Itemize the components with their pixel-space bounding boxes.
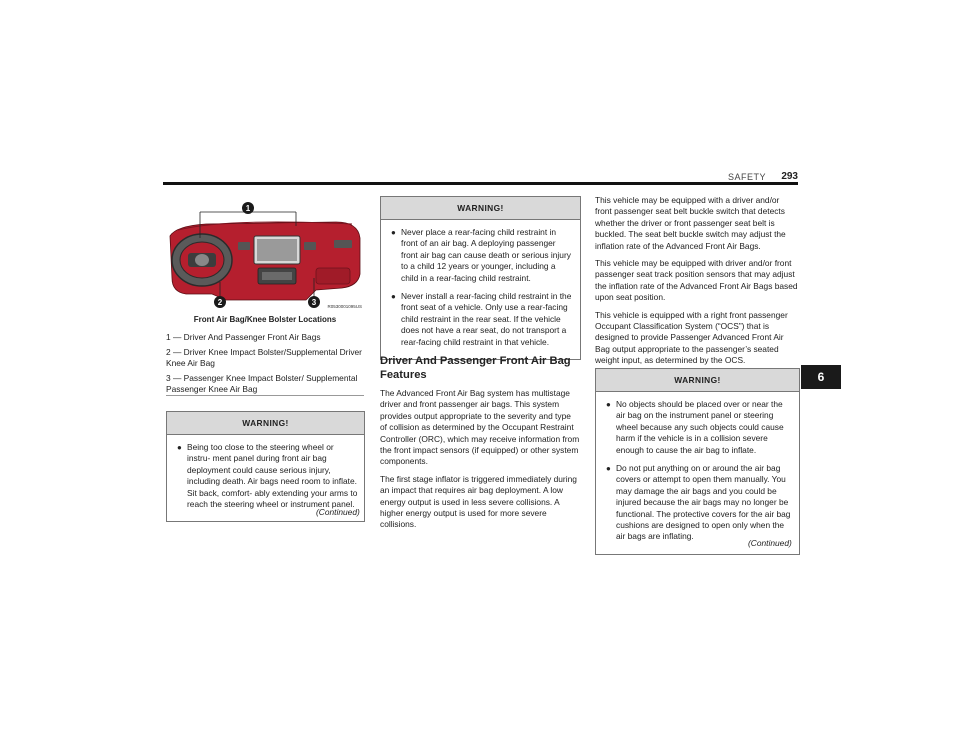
legend-divider [166, 395, 364, 396]
right-column-body [595, 195, 798, 373]
chapter-tab: 6 [801, 365, 841, 389]
body-paragraph: This vehicle is equipped with a right front passenger Occupant Classification System (“OCS”) that is designed to provide Passenger Advanced Front Air Bag output appropriate to the passenger’s seated weight input, as determined by the OCS. [595, 309, 788, 366]
body-paragraph: The first stage inflator is triggered immediately during an impact that requires air bag deployment. A low energy output is used in less severe collisions. A higher energy output is used for more severe collisions. [380, 473, 577, 530]
bullet-icon: ● [606, 400, 611, 409]
bullet-icon: ● [606, 464, 611, 474]
continued-left: (Continued) [316, 507, 360, 517]
warning-item [391, 291, 574, 348]
section-heading: Driver And Passenger Front Air Bag Features [380, 355, 571, 381]
running-header-section: SAFETY [727, 172, 766, 182]
warning-item [606, 463, 793, 543]
warning-title: WARNING! [381, 197, 580, 220]
header-rule [163, 182, 798, 185]
warning-text: Never install a rear-facing child restraint in the front seat of a vehicle. Only use a rear-facing child restraint in the rear seat. If the vehicle does not have a rear seat, do not transport a rear-facing child restraint in that vehicle. [401, 291, 572, 347]
warning-text: Being too close to the steering wheel or instru- ment panel during front air bag deployment could cause serious injury, including death. Air bags need room to inflate. Sit back, comfort- ably extending your arms to reach the steering wheel or instrument panel. [187, 442, 358, 510]
page-number: 293 [781, 171, 798, 182]
callout-1: 1 [245, 204, 251, 213]
warning-text: Never place a rear-facing child restraint in front of an air bag. A deploying passenger front air bag can cause death or serious injury to a child 12 years or younger, including a child in a rear-facing child restraint. [401, 227, 571, 283]
warning-title: WARNING! [167, 412, 364, 435]
warning-box-left [166, 411, 365, 522]
warning-item [177, 442, 358, 510]
body-paragraph: This vehicle may be equipped with a driver and/or front passenger seat belt buckle switch that detects whether the driver or front passenger seat belt is buckled. The seat belt buckle switch may adjust the inflation rate of the Advanced Front Air Bags. [595, 195, 786, 251]
image-code: R0530001095US [327, 304, 362, 309]
callout-2: 2 [217, 298, 223, 307]
warning-box-right [595, 368, 800, 555]
legend-item: 2 — Driver Knee Impact Bolster/Supplemental Driver Knee Air Bag [166, 347, 362, 368]
warning-item [391, 227, 574, 284]
warning-text: No objects should be placed over or near the air bag on the instrument panel or steering wheel because any such objects could cause harm if the vehicle is in a collision severe enough to cause the air bag to inflate. [616, 399, 784, 455]
warning-title: WARNING! [596, 369, 799, 392]
body-paragraph: This vehicle may be equipped with driver and/or front passenger seat track position sensors that may adjust the inflation rate of the Advanced Front Air Bags based upon seat position. [595, 258, 798, 303]
warning-item [606, 399, 793, 456]
section-body [380, 388, 580, 537]
warning-box-middle [380, 196, 581, 360]
figure-legend [166, 332, 364, 399]
warning-text: Do not put anything on or around the air bag covers or attempt to open them manually. You may damage the air bags and you could be injured because the air bags may no longer be functional. The protective covers for the air bag cushions are designed to open only when the air bags are inflating. [616, 463, 791, 542]
bullet-icon: ● [391, 292, 396, 302]
body-paragraph: The Advanced Front Air Bag system has multistage driver and front passenger air bags. This system provides output appropriate to the severity and type of collision as determined by the Occupant Restraint Controller (ORC), which may receive information from the front impact sensors (if equipped) or other system components. [380, 388, 580, 467]
bullet-icon: ● [391, 228, 396, 237]
figure-caption: Front Air Bag/Knee Bolster Locations [193, 315, 337, 324]
continued-right: (Continued) [748, 538, 792, 548]
legend-item: 1 — Driver And Passenger Front Air Bags [166, 332, 321, 342]
dashboard-illustration [166, 198, 364, 314]
callout-3: 3 [311, 298, 317, 307]
bullet-icon: ● [177, 443, 182, 452]
dashboard-airbag-figure [166, 198, 364, 314]
legend-item: 3 — Passenger Knee Impact Bolster/ Supplemental Passenger Knee Air Bag [166, 373, 358, 394]
